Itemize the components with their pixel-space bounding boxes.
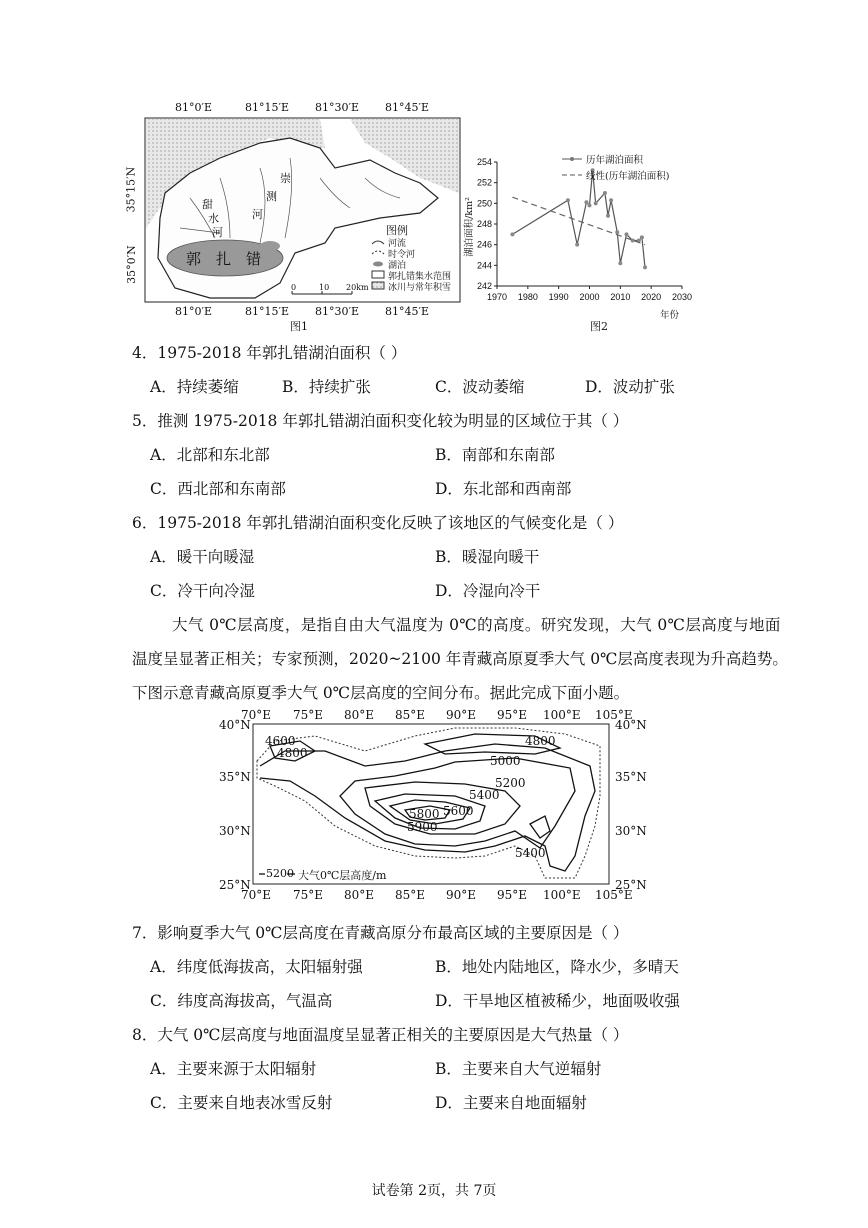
figure-1-map [120, 98, 465, 328]
question-5-stem: 5．推测 1975-2018 年郭扎错湖泊面积变化较为明显的区域位于其（ ） [132, 412, 629, 430]
legend-text: 大气0℃层高度/m [298, 869, 387, 882]
river-label-char: 河 [212, 226, 223, 239]
lon-label-top: 95°E [497, 708, 528, 722]
data-point [618, 261, 622, 265]
figure-2-caption: 图2 [590, 320, 608, 333]
river-label-char: 水 [208, 212, 219, 225]
legend-item: 湖泊 [388, 261, 407, 271]
contour-label: 4800 [525, 734, 556, 748]
legend [562, 157, 582, 175]
river-label-char: 测 [266, 190, 277, 203]
lon-label-top: 70°E [241, 708, 272, 722]
contour-label: 5200 [495, 776, 526, 790]
scale-label: 10 [319, 283, 330, 292]
contour-label: 5000 [490, 754, 521, 768]
legend-item: 时令河 [388, 250, 416, 260]
legend-item: 河流 [388, 239, 407, 249]
lon-label-top: 80°E [344, 708, 375, 722]
lat-label-right: 40°N [615, 718, 647, 732]
question-6-option-d[interactable]: D．冷湿向冷干 [435, 582, 541, 600]
question-8-option-c[interactable]: C．主要来自地表冰雪反射 [150, 1094, 333, 1112]
question-5-option-a[interactable]: A．北部和东北部 [150, 446, 270, 464]
question-6-option-c[interactable]: C．冷干向冷湿 [150, 582, 255, 600]
y-tick-label: 244 [476, 260, 492, 271]
figure-2-chart [462, 150, 712, 325]
lon-label-top: 100°E [543, 708, 581, 722]
lon-label-bottom: 75°E [293, 888, 324, 902]
legend-item: 郭扎错集水范围 [388, 272, 452, 282]
lon-label-bottom: 85°E [395, 888, 426, 902]
passage-line-1: 大气 0℃层高度，是指自由大气温度为 0℃的高度。研究发现，大气 0℃层高度与地面 [172, 616, 781, 634]
y-tick-label: 250 [476, 198, 492, 209]
data-point [609, 198, 613, 202]
passage-line-3: 下图示意青藏高原夏季大气 0℃层高度的空间分布。据此完成下面小题。 [132, 684, 630, 702]
lon-label-bottom: 81°0′E [175, 305, 213, 318]
question-7-stem: 7．影响夏季大气 0℃层高度在青藏高原分布最高区域的主要原因是（ ） [132, 924, 629, 942]
lat-label-left: 35°N [219, 770, 251, 784]
lon-label-bottom: 80°E [344, 888, 375, 902]
x-tick-label: 2010 [610, 292, 631, 302]
data-point [594, 201, 598, 205]
lon-label-top: 85°E [395, 708, 426, 722]
contour-label: 4800 [277, 746, 308, 760]
lat-label-right: 30°N [615, 824, 647, 838]
series-line-lake-area [512, 170, 645, 267]
data-point [575, 243, 579, 247]
x-tick-label: 2020 [641, 292, 662, 302]
question-5-option-c[interactable]: C．西北部和东南部 [150, 480, 286, 498]
legend-trend-label: 线性(历年湖泊面积) [586, 171, 670, 182]
y-axis-label: 湖泊面积/km² [463, 197, 475, 257]
lat-label-left: 30°N [219, 824, 251, 838]
data-point [640, 235, 644, 239]
lat-label-right: 35°N [615, 770, 647, 784]
river-label-char: 甜 [202, 198, 213, 211]
scale-label: 0 [291, 283, 297, 292]
data-point [643, 265, 647, 269]
lat-label: 35°0′N [124, 245, 138, 284]
scale-label: 20km [346, 283, 369, 292]
figure-1-caption: 图1 [290, 320, 308, 333]
contour-label: 5400 [515, 846, 546, 860]
lon-label-top: 75°E [293, 708, 324, 722]
river-label-char: 河 [252, 208, 263, 221]
question-7-option-d[interactable]: D．干旱地区植被稀少，地面吸收强 [435, 992, 680, 1010]
lake-label-char: 扎 [216, 250, 232, 268]
y-tick-label: 248 [476, 219, 492, 229]
question-7-option-b[interactable]: B．地处内陆地区，降水少，多晴天 [435, 958, 679, 976]
lake-label-char: 郭 [186, 250, 202, 268]
contour-label: 4600 [265, 734, 296, 748]
question-7-option-c[interactable]: C．纬度高海拔高，气温高 [150, 992, 333, 1010]
data-point [510, 232, 514, 236]
question-6-stem: 6．1975-2018 年郭扎错湖泊面积变化反映了该地区的气候变化是（ ） [132, 514, 624, 532]
question-8-option-d[interactable]: D．主要来自地面辐射 [435, 1094, 587, 1112]
question-4-stem: 4．1975-2018 年郭扎错湖泊面积（ ） [132, 344, 407, 362]
question-4-option-a[interactable]: A．持续萎缩 [150, 378, 239, 396]
x-tick-label: 2030 [671, 292, 693, 302]
data-point [631, 239, 635, 243]
lon-label-bottom: 95°E [497, 888, 528, 902]
lat-label-right: 25°N [615, 878, 647, 892]
lon-label-bottom: 81°15′E [245, 305, 290, 318]
data-point [584, 200, 588, 204]
lake-label-char: 错 [246, 250, 262, 268]
lat-label: 35°15′N [124, 166, 138, 213]
lon-label-bottom: 90°E [446, 888, 477, 902]
question-8-stem: 8．大气 0℃层高度与地面温度呈显著正相关的主要原因是大气热量（ ） [132, 1026, 629, 1044]
question-8-option-a[interactable]: A．主要来源于太阳辐射 [150, 1060, 317, 1078]
lon-label-bottom: 70°E [241, 888, 272, 902]
x-axis-label: 年份 [660, 310, 680, 321]
question-6-option-b[interactable]: B．暖湿向暖干 [435, 548, 540, 566]
page-footer: 试卷第 2页，共 7页 [371, 1183, 497, 1199]
lon-label-top: 105°E [595, 708, 633, 722]
lon-label-bottom: 81°30′E [315, 305, 360, 318]
data-point [625, 232, 629, 236]
map-graphic [120, 98, 465, 328]
x-tick-label: 1970 [486, 292, 508, 302]
data-point [606, 214, 610, 218]
legend-series-label: 历年湖泊面积 [586, 155, 644, 166]
contour-label: 5800 [409, 807, 440, 821]
data-point [566, 198, 570, 202]
data-point [588, 203, 592, 207]
y-tick-label: 246 [476, 239, 492, 250]
contour-label: 5900 [407, 820, 438, 834]
data-point [603, 191, 607, 195]
lon-label-top: 81°45′E [385, 101, 430, 114]
passage-line-2: 温度呈显著正相关；专家预测，2020~2100 年青藏高原夏季大气 0℃层高度表现为升高趋势。 [132, 650, 788, 668]
lon-label-bottom: 105°E [595, 888, 633, 902]
question-4-option-b[interactable]: B．持续扩张 [282, 378, 371, 396]
question-8-option-b[interactable]: B．主要来自大气逆辐射 [435, 1060, 602, 1078]
lat-label-left: 25°N [219, 878, 251, 892]
figure-3-contour-map [215, 706, 665, 916]
contour-label: 5600 [443, 804, 474, 818]
question-4-option-c[interactable]: C．波动萎缩 [435, 378, 525, 396]
question-5-option-b[interactable]: B．南部和东南部 [435, 446, 555, 464]
lon-label-bottom: 100°E [543, 888, 581, 902]
data-point [615, 230, 619, 234]
question-4-option-d[interactable]: D．波动扩张 [585, 378, 675, 396]
contour-label: 5400 [469, 788, 500, 802]
lon-label-top: 81°30′E [315, 101, 360, 114]
x-tick-label: 2000 [579, 292, 600, 302]
y-tick-label: 242 [476, 281, 492, 291]
legend-item: 冰川与常年积雪 [388, 283, 452, 293]
question-5-option-d[interactable]: D．东北部和西南部 [435, 480, 572, 498]
x-tick-label: 1980 [517, 292, 538, 302]
lon-label-top: 90°E [446, 708, 477, 722]
y-tick-label: 254 [476, 157, 492, 167]
legend-title: 图例 [386, 224, 408, 237]
legend-value: 5200 [266, 867, 294, 880]
question-7-option-a[interactable]: A．纬度低海拔高，太阳辐射强 [150, 958, 363, 976]
lon-label-top: 81°0′E [175, 101, 213, 114]
river-label-char: 崇 [280, 172, 291, 185]
lon-label-bottom: 81°45′E [385, 305, 430, 318]
lon-label-top: 81°15′E [245, 101, 290, 114]
lat-label-left: 40°N [219, 718, 251, 732]
x-tick-label: 1990 [548, 292, 569, 302]
y-tick-label: 252 [476, 177, 492, 188]
question-6-option-a[interactable]: A．暖干向暖湿 [150, 548, 255, 566]
